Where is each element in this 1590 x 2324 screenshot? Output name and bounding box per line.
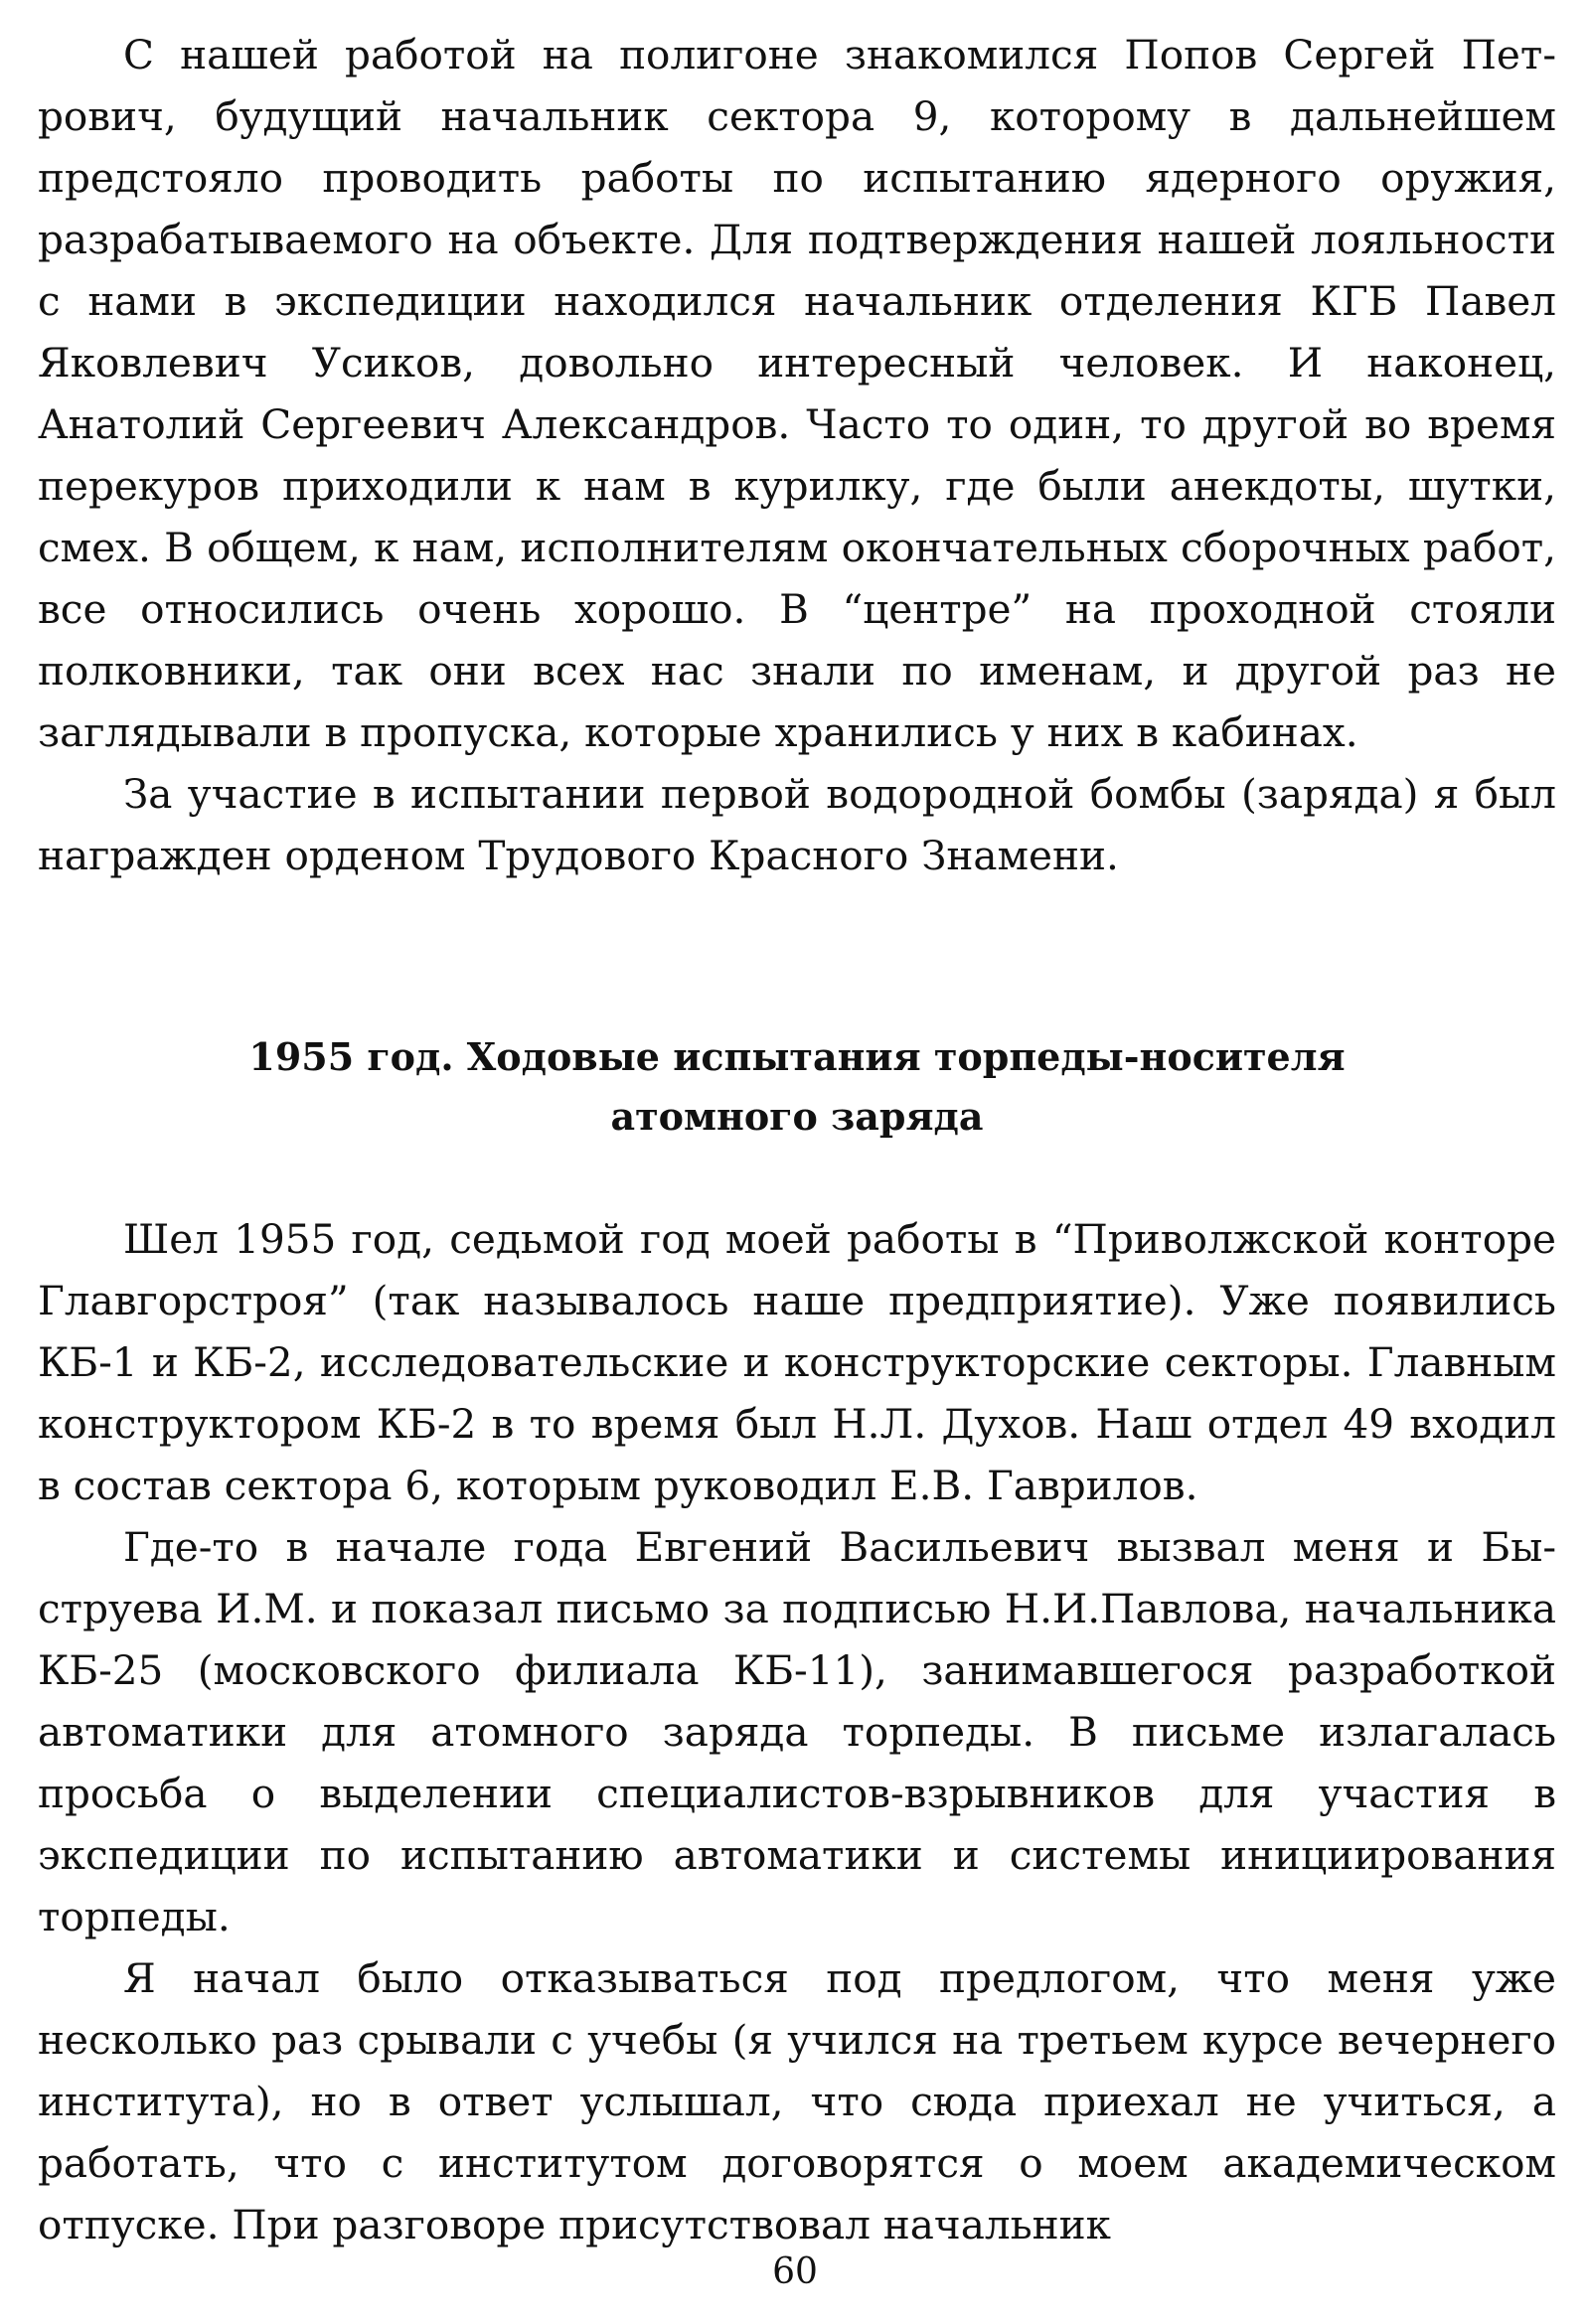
paragraph-1955: Шел 1955 год, седьмой год моей работы в “Приволжской конторе Главгорстроя” (так называлось наше предприятие). Уже появились КБ-1 и КБ-2, исследовательские и конструкторские секторы. Главным конструктором КБ-2 в то время был Н.Л. Духов. Наш отдел 49 входил в состав сектора 6, которым руководил Е.В. Гаврилов. [38,1215,1556,1509]
document-page [38,24,1556,2255]
paragraph-award: За участие в испытании первой водородной бомбы (заряда) я был награжден орденом Трудового Красного Знамени. [38,770,1556,879]
section-heading [38,1027,1556,1147]
page-number: 60 [772,2251,818,2292]
section-heading-line-1: 1955 год. Ходовые испытания торпеды-носителя [248,1034,1346,1079]
paragraph-popov: С нашей работой на полигоне знакомился Попов Сергей Петрович, будущий начальник сектора 9, которому в дальнейшем предстояло проводить работы по испытанию ядерного оружия, разрабатываемого на объекте. Для подтверждения нашей лояльности с нами в экспедиции находился начальник отделения КГБ Павел Яковлевич Усиков, довольно интересный человек. И наконец, Анатолий Сергеевич Александров. Часто то один, то другой во время перекуров приходили к нам в курилку, где были анекдоты, шутки, смех. В общем, к нам, исполнителям окончательных сборочных работ, все относились очень хорошо. В “центре” на проходной стояли полковники, так они всех нас знали по именам, и другой раз не заглядывали в пропуска, которые хранились у них в кабинах. [38,31,1556,756]
paragraph-letter: Где-то в начале года Евгений Васильевич вызвал меня и Быструева И.М. и показал письмо за подписью Н.И.Павлова, начальника КБ-25 (московского филиала КБ-11), занимавшегося разработкой автоматики для атомного заряда торпеды. В письме излагалась просьба о выделении специалистов-взрывников для участия в экспедиции по испытанию автоматики и системы инициирования торпеды. [38,1523,1556,1940]
section-heading-line-2: атомного заряда [610,1094,984,1139]
paragraph-refusal: Я начал было отказываться под предлогом, что меня уже несколько раз срывали с учебы (я учился на третьем курсе вечернего института), но в ответ услышал, что сюда приехал не учиться, а работать, что с институтом договорятся о моем академическом отпуске. При разговоре присутствовал начальник [38,1954,1556,2248]
